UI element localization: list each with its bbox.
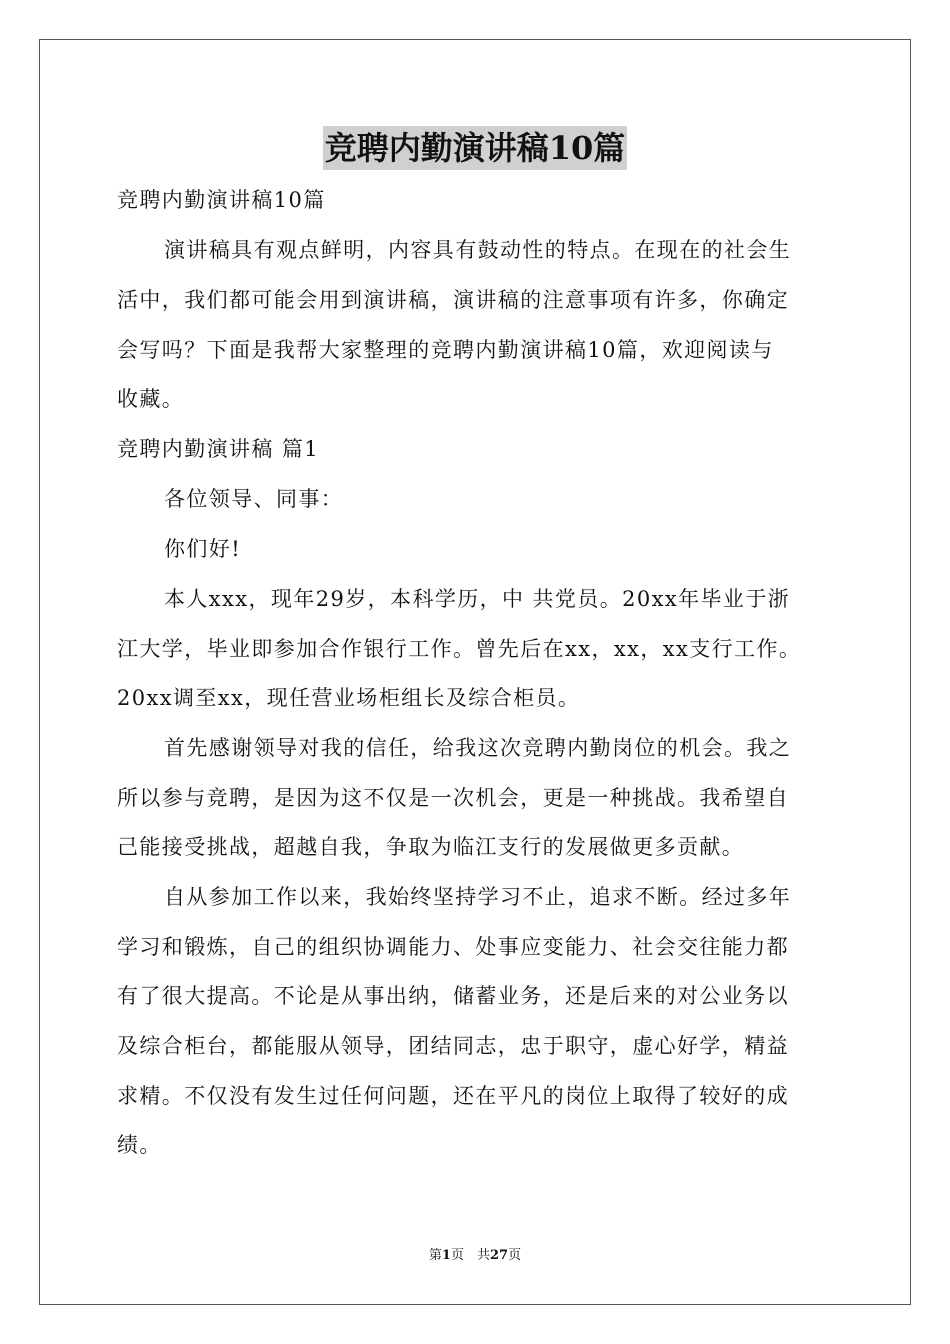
footer-prefix: 第 <box>428 1248 442 1263</box>
footer-suffix: 页 <box>508 1248 522 1263</box>
paragraph-line: 求精。不仅没有发生过任何问题，还在平凡的岗位上取得了较好的成 <box>117 1084 789 1108</box>
paragraph-line: 首先感谢领导对我的信任，给我这次竞聘内勤岗位的机会。我之 <box>164 736 792 760</box>
paragraph-line: 活中，我们都可能会用到演讲稿，演讲稿的注意事项有许多，你确定 <box>117 288 789 312</box>
paragraph-line: 本人xxx，现年29岁，本科学历，中 共党员。20xx年毕业于浙 <box>164 587 791 611</box>
paragraph-line: 所以参与竞聘，是因为这不仅是一次机会，更是一种挑战。我希望自 <box>117 786 789 810</box>
paragraph-line: 及综合柜台，都能服从领导，团结同志，忠于职守，虚心好学，精益 <box>117 1034 789 1058</box>
page-footer <box>0 1247 950 1265</box>
current-page-number: 1 <box>441 1248 451 1263</box>
title-container <box>0 126 950 170</box>
paragraph-line: 学习和锻炼，自己的组织协调能力、处事应变能力、社会交往能力都 <box>117 935 789 959</box>
paragraph-line: 收藏。 <box>117 387 185 411</box>
section-heading: 竞聘内勤演讲稿 篇1 <box>117 437 320 461</box>
greeting-line: 你们好! <box>164 537 242 561</box>
paragraph-line: 江大学，毕业即参加合作银行工作。曾先后在xx，xx，xx支行工作。 <box>117 637 802 661</box>
paragraph-line: 自从参加工作以来，我始终坚持学习不止，追求不断。经过多年 <box>164 885 792 909</box>
total-page-number: 27 <box>489 1248 509 1263</box>
paragraph-line: 20xx调至xx，现任营业场柜组长及综合柜员。 <box>117 686 581 710</box>
salutation-line: 各位领导、同事： <box>164 487 344 511</box>
document-subtitle: 竞聘内勤演讲稿10篇 <box>117 188 326 212</box>
page-border <box>39 39 911 1305</box>
document-title: 竞聘内勤演讲稿10篇 <box>323 126 628 170</box>
paragraph-line: 有了很大提高。不论是从事出纳，储蓄业务，还是后来的对公业务以 <box>117 984 789 1008</box>
paragraph-line: 演讲稿具有观点鲜明，内容具有鼓动性的特点。在现在的社会生 <box>164 238 792 262</box>
paragraph-line: 己能接受挑战，超越自我，争取为临江支行的发展做更多贡献。 <box>117 835 745 859</box>
paragraph-line: 会写吗？下面是我帮大家整理的竞聘内勤演讲稿10篇，欢迎阅读与 <box>117 338 774 362</box>
paragraph-line: 绩。 <box>117 1133 162 1157</box>
footer-mid: 页 共 <box>450 1248 490 1263</box>
